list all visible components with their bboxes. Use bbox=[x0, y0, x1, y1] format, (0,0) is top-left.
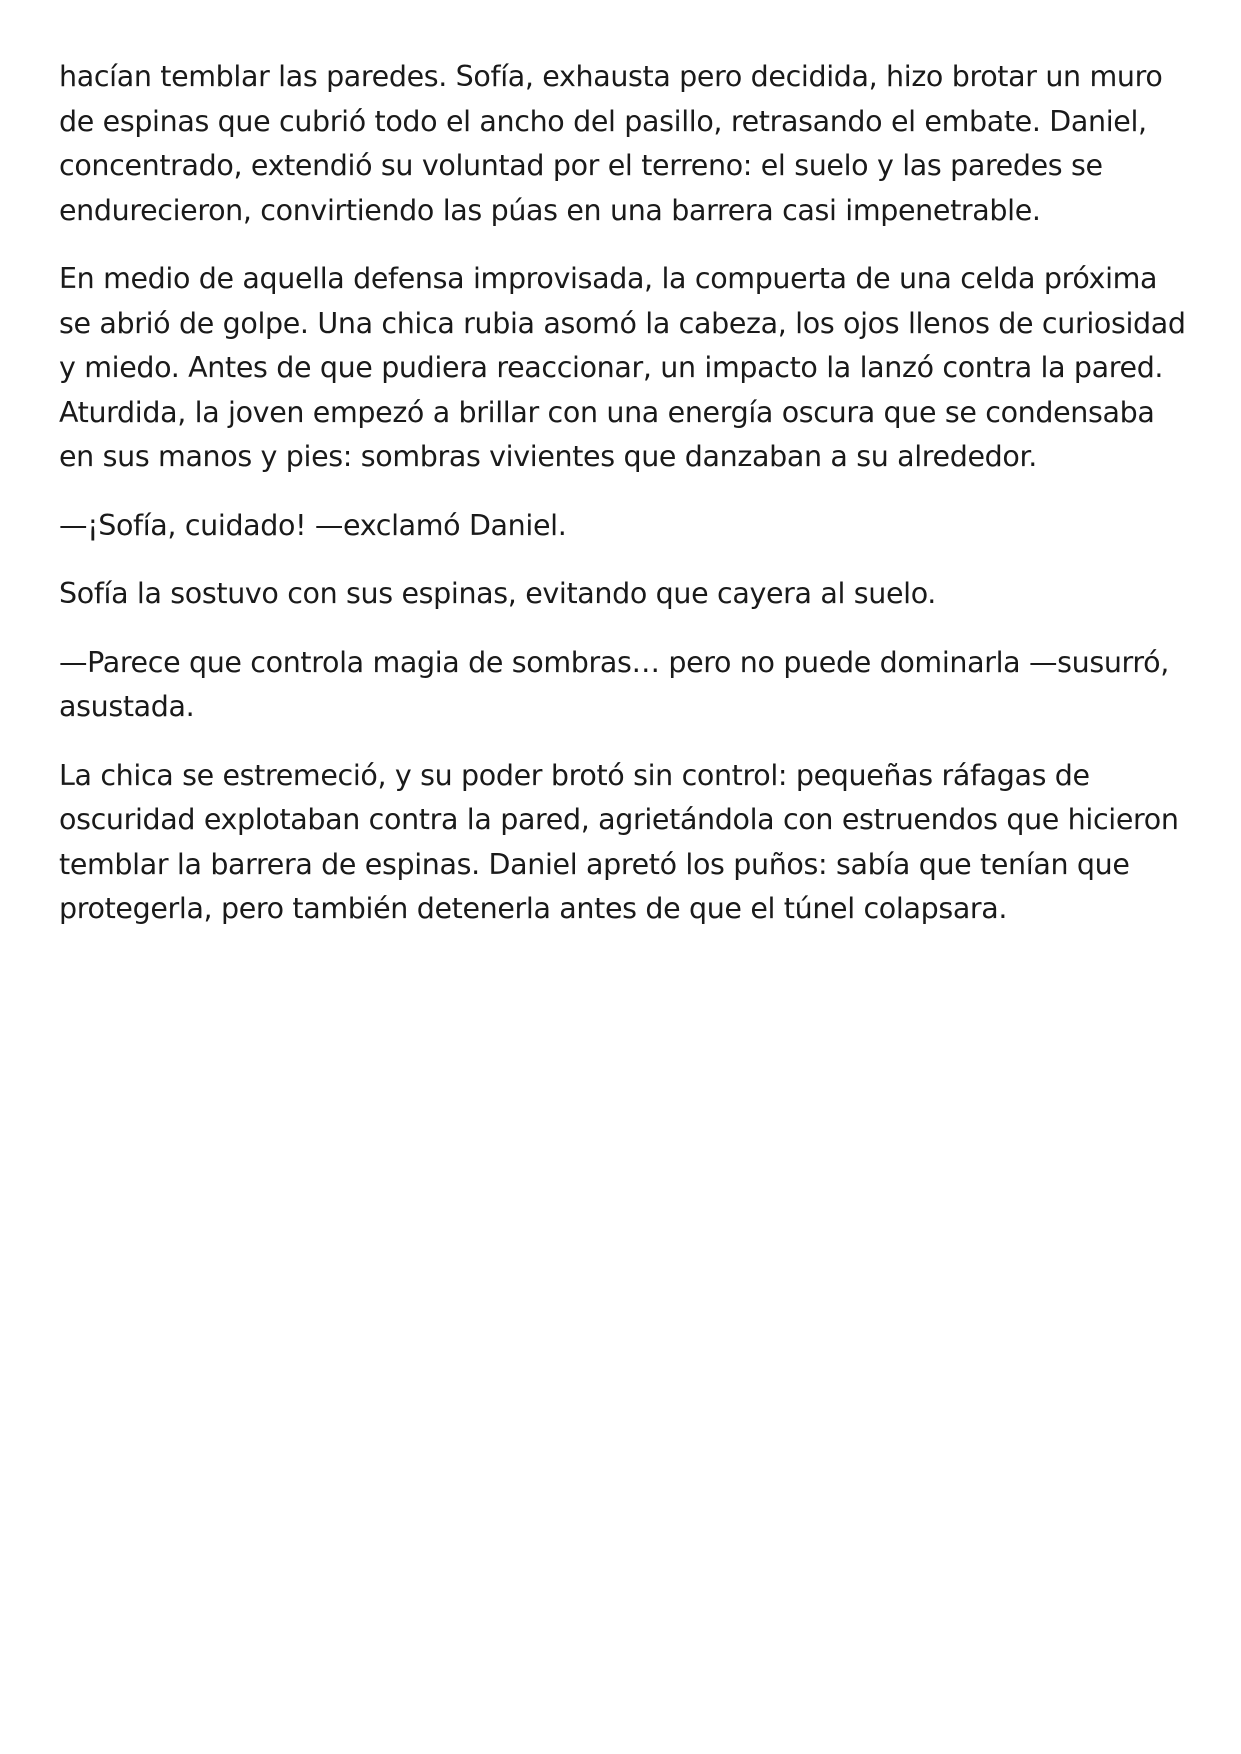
paragraph-1: hacían temblar las paredes. Sofía, exhausta pero decidida, hizo brotar un muro de espinas que cubrió todo el ancho del pasillo, retrasando el embate. Daniel, concentrado, extendió su voluntad por el terreno: el suelo y las paredes se endurecieron, convirtiendo las púas en una barrera casi impenetrable. bbox=[59, 60, 1163, 227]
paragraph-5-dialogue: —Parece que controla magia de sombras… pero no puede dominarla —susurró, asustada. bbox=[59, 645, 1169, 723]
paragraph-4: Sofía la sostuvo con sus espinas, evitando que cayera al suelo. bbox=[59, 577, 936, 610]
paragraph-6: La chica se estremeció, y su poder brotó sin control: pequeñas ráfagas de oscuridad explotaban contra la pared, agrietándola con estruendos que hicieron temblar la barrera de espinas. Daniel apretó los puños: sabía que tenían que protegerla, pero también detenerla antes de que el túnel colapsara. bbox=[59, 758, 1179, 925]
paragraph-3-dialogue: —¡Sofía, cuidado! —exclamó Daniel. bbox=[59, 508, 567, 542]
document-page bbox=[59, 55, 1189, 932]
paragraph-2: En medio de aquella defensa improvisada, la compuerta de una celda próxima se abrió de golpe. Una chica rubia asomó la cabeza, los ojos llenos de curiosidad y miedo. Antes de que pudiera reaccionar, un impacto la lanzó contra la pared. Aturdida, la joven empezó a brillar con una energía oscura que se condensaba en sus manos y pies: sombras vivientes que danzaban a su alrededor. bbox=[59, 262, 1186, 473]
